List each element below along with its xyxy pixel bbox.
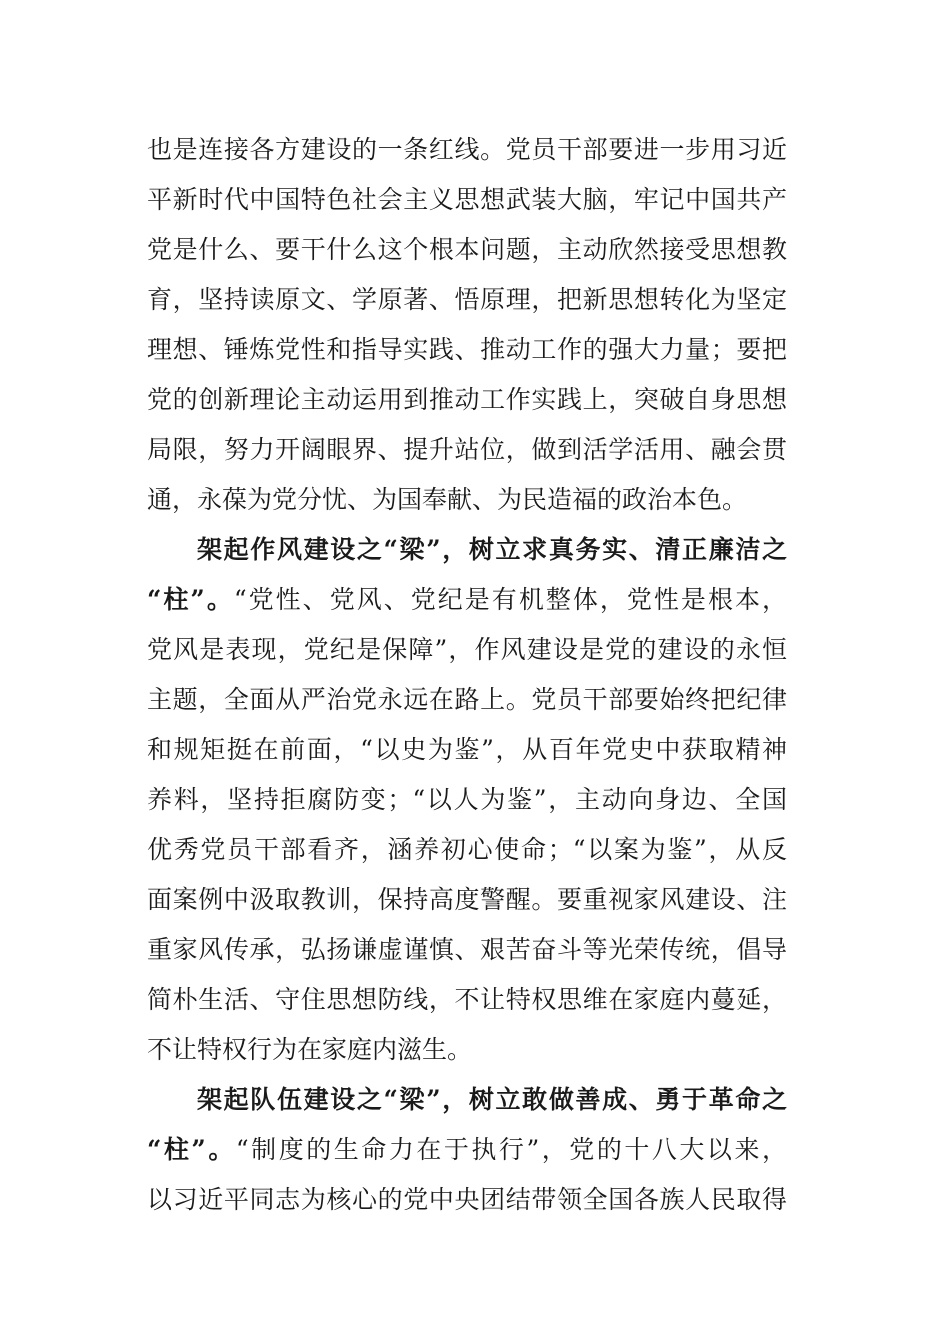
body-line: 局限，努力开阔眼界、提升站位，做到活学活用、融会贯 bbox=[147, 435, 787, 464]
body-line: 重家风传承，弘扬谦虚谨慎、艰苦奋斗等光荣传统，倡导 bbox=[147, 935, 787, 964]
body-line: 育，坚持读原文、学原著、悟原理，把新思想转化为坚定 bbox=[147, 285, 787, 314]
body-line: 优秀党员干部看齐，涵养初心使命；“以案为鉴”，从反 bbox=[147, 835, 787, 864]
body-line bbox=[147, 580, 787, 620]
body-line: 党风是表现，党纪是保障”，作风建设是党的建设的永恒 bbox=[147, 635, 787, 664]
body-line: 党是什么、要干什么这个根本问题，主动欣然接受思想教 bbox=[147, 235, 787, 264]
section-heading: 架起作风建设之“梁”，树立求真务实、清正廉洁之 bbox=[197, 535, 787, 564]
body-line: 以习近平同志为核心的党中央团结带领全国各族人民取得 bbox=[147, 1185, 787, 1214]
body-line: 理想、锤炼党性和指导实践、推动工作的强大力量；要把 bbox=[147, 335, 787, 364]
body-line: 不让特权行为在家庭内滋生。 bbox=[147, 1035, 473, 1064]
body-line bbox=[147, 1130, 787, 1170]
body-line: 养料，坚持拒腐防变；“以人为鉴”，主动向身边、全国 bbox=[147, 785, 787, 814]
body-line: 面案例中汲取教训，保持高度警醒。要重视家风建设、注 bbox=[147, 885, 787, 914]
body-line: 党的创新理论主动运用到推动工作实践上，突破自身思想 bbox=[147, 385, 787, 414]
section-heading: 架起队伍建设之“梁”，树立敢做善成、勇于革命之 bbox=[197, 1085, 787, 1114]
section-heading-end: “柱”。 bbox=[147, 585, 234, 614]
body-line: 和规矩挺在前面，“以史为鉴”，从百年党史中获取精神 bbox=[147, 735, 787, 764]
body-line: 平新时代中国特色社会主义思想武装大脑，牢记中国共产 bbox=[147, 185, 787, 214]
section-heading-end: “柱”。 bbox=[147, 1135, 236, 1164]
body-text: “制度的生命力在于执行”，党的十八大以来， bbox=[235, 1135, 787, 1164]
body-line: 也是连接各方建设的一条红线。党员干部要进一步用习近 bbox=[147, 135, 787, 164]
body-text: “党性、党风、党纪是有机整体，党性是根本， bbox=[233, 585, 787, 614]
body-line: 通，永葆为党分忧、为国奉献、为民造福的政治本色。 bbox=[147, 485, 748, 514]
body-line: 简朴生活、守住思想防线，不让特权思维在家庭内蔓延， bbox=[147, 985, 787, 1014]
body-line: 主题，全面从严治党永远在路上。党员干部要始终把纪律 bbox=[147, 685, 787, 714]
